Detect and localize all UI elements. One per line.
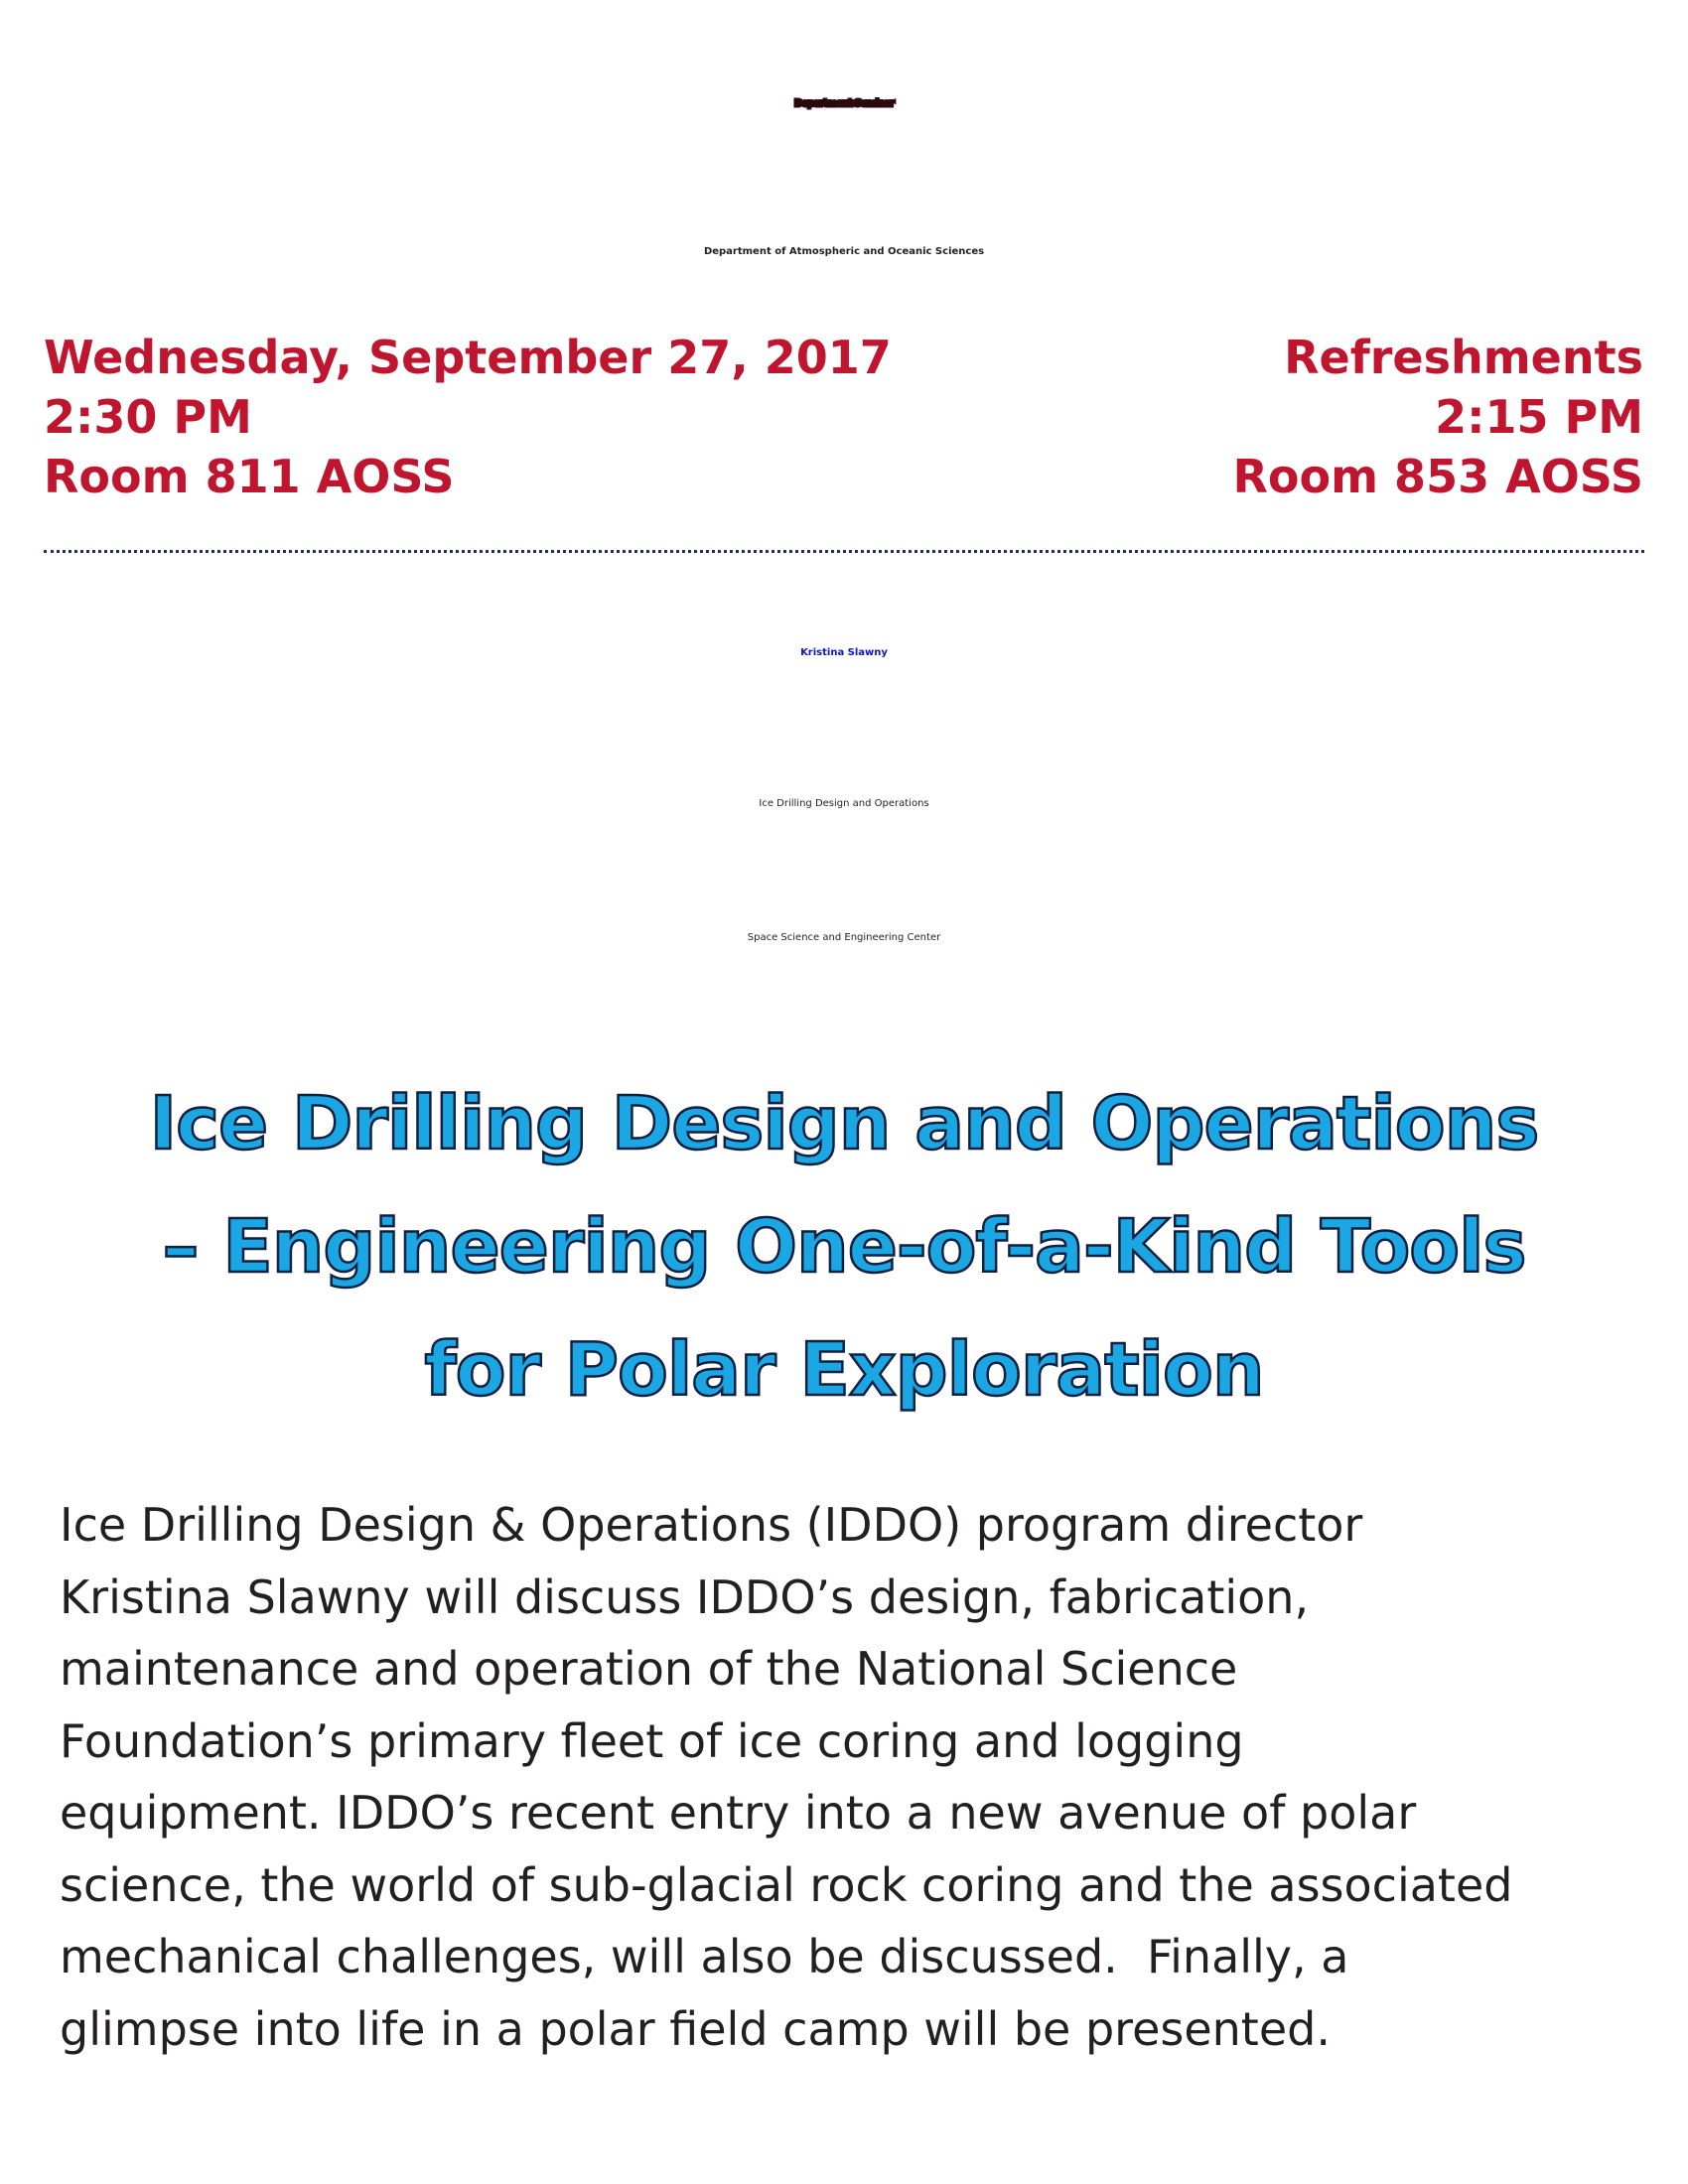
talk-title-line: for Polar Exploration: [424, 1327, 1264, 1413]
speaker-name: Kristina Slawny: [800, 647, 888, 658]
speaker-affiliation-center: Space Science and Engineering Center: [747, 932, 941, 943]
refreshments-details: [1232, 328, 1643, 506]
abstract-line: mechanical challenges, will also be discussed. Finally, a: [60, 1930, 1349, 1983]
page-title: Department Seminar: [794, 98, 894, 109]
event-time: 2:30 PM: [44, 390, 252, 444]
talk-abstract: [60, 1489, 1648, 2065]
abstract-line: Foundation’s primary fleet of ice coring and logging: [60, 1713, 1244, 1768]
talk-title-line: – Engineering One-of-a-Kind Tools: [162, 1204, 1526, 1290]
event-room: Room 811 AOSS: [44, 450, 455, 503]
refreshments-room: Room 853 AOSS: [1232, 450, 1643, 503]
refreshments-time: 2:15 PM: [1435, 390, 1643, 444]
talk-title: [0, 1062, 1688, 1432]
dotted-divider: [44, 550, 1644, 553]
department-name: Department of Atmospheric and Oceanic Sciences: [703, 246, 985, 257]
abstract-line: Ice Drilling Design & Operations (IDDO) program director: [60, 1498, 1363, 1552]
event-details: [44, 328, 892, 506]
abstract-line: equipment. IDDO’s recent entry into a new avenue of polar: [60, 1786, 1417, 1840]
abstract-line: science, the world of sub-glacial rock coring and the associated: [60, 1857, 1513, 1912]
refreshments-label: Refreshments: [1284, 331, 1643, 384]
abstract-line: Kristina Slawny will discuss IDDO’s design, fabrication,: [60, 1570, 1310, 1624]
speaker-affiliation-program: Ice Drilling Design and Operations: [759, 798, 929, 809]
abstract-line: maintenance and operation of the National Science: [60, 1642, 1238, 1696]
event-date: Wednesday, September 27, 2017: [44, 331, 892, 384]
talk-title-line: Ice Drilling Design and Operations: [149, 1081, 1539, 1166]
abstract-line: glimpse into life in a polar field camp will be presented.: [60, 2001, 1331, 2056]
